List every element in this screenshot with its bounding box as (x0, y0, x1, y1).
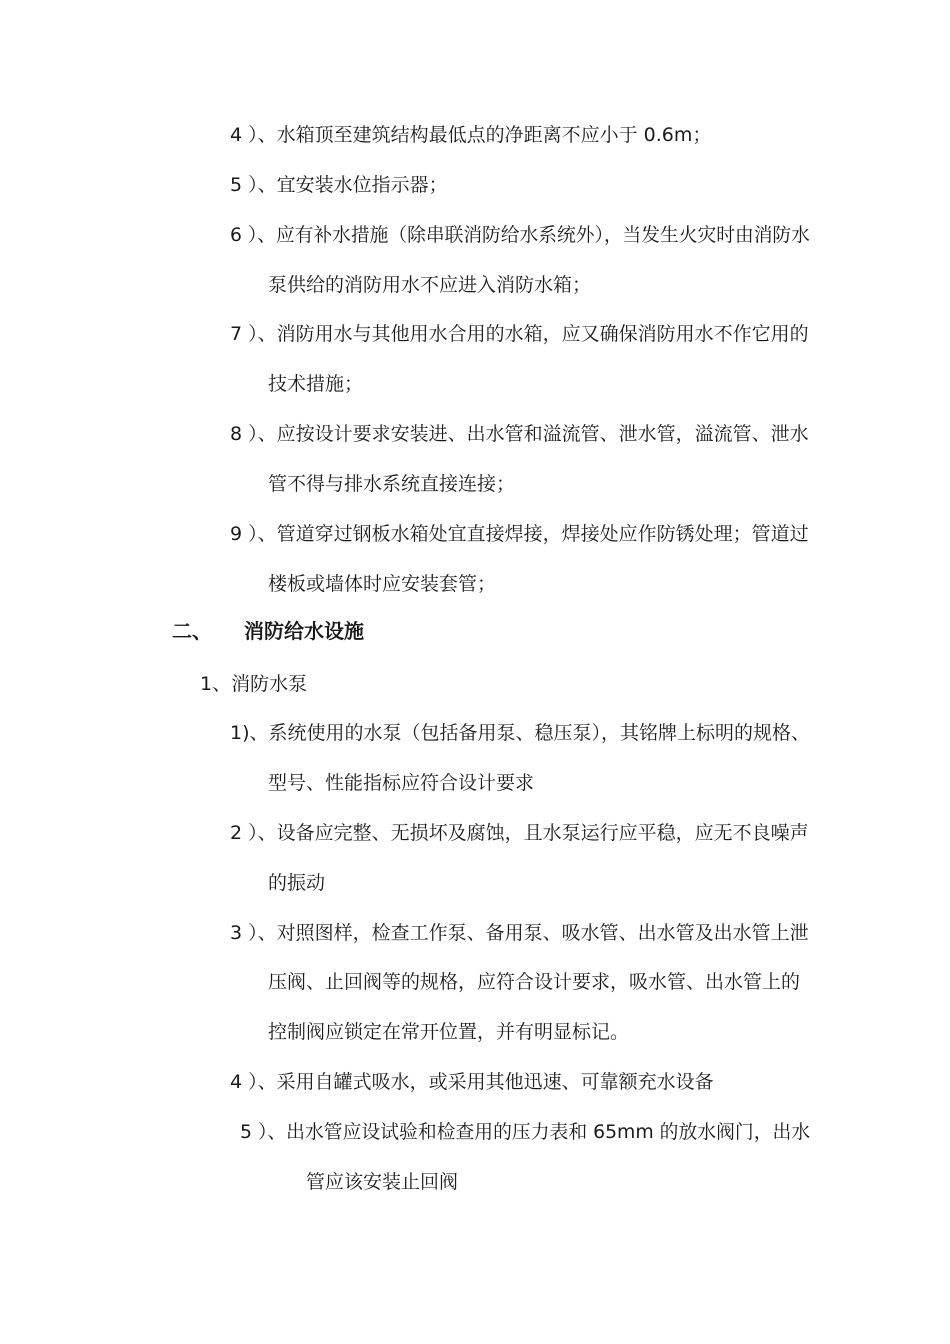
list-item: 5 ）、出水管应设试验和检查用的压力表和 65mm 的放水阀门，出水 (240, 1121, 811, 1143)
list-item-continuation: 型号、性能指标应符合设计要求 (268, 772, 535, 794)
list-item-continuation: 控制阀应锁定在常开位置，并有明显标记。 (268, 1021, 630, 1043)
list-item: 4 ）、采用自罐式吸水，或采用其他迅速、可靠额充水设备 (230, 1071, 714, 1093)
list-item-continuation: 管不得与排水系统直接连接； (268, 473, 516, 495)
section-title: 消防给水设施 (244, 619, 364, 643)
list-item: 9 ）、管道穿过钢板水箱处宜直接焊接，焊接处应作防锈处理；管道过 (230, 523, 809, 545)
list-item-continuation: 泵供给的消防用水不应进入消防水箱； (268, 274, 592, 296)
list-item: 8 ）、应按设计要求安装进、出水管和溢流管、泄水管，溢流管、泄水 (230, 423, 809, 445)
subsection-heading: 1、消防水泵 (200, 673, 308, 695)
list-item: 4 ）、水箱顶至建筑结构最低点的净距离不应小于 0.6m； (230, 124, 712, 146)
section-heading (172, 618, 364, 644)
list-item-continuation: 的振动 (268, 872, 326, 894)
list-item: 3 ）、对照图样，检查工作泵、备用泵、吸水管、出水管及出水管上泄 (230, 922, 809, 944)
list-item: 2 ）、设备应完整、无损坏及腐蚀，且水泵运行应平稳，应无不良噪声 (230, 822, 809, 844)
list-item-continuation: 技术措施； (268, 373, 364, 395)
list-item: 5 ）、宜安装水位指示器； (230, 174, 448, 196)
list-item-continuation: 楼板或墙体时应安装套管； (268, 573, 497, 595)
list-item: 6 ）、应有补水措施（除串联消防给水系统外），当发生火灾时由消防水 (230, 224, 810, 246)
section-number: 二、 (172, 619, 212, 643)
list-item: 1)、系统使用的水泵（包括备用泵、稳压泵），其铭牌上标明的规格、 (230, 722, 811, 744)
list-item-continuation: 管应该安装止回阀 (306, 1171, 459, 1193)
list-item-continuation: 压阀、止回阀等的规格，应符合设计要求，吸水管、出水管上的 (268, 971, 801, 993)
list-item: 7 ）、消防用水与其他用水合用的水箱，应又确保消防用水不作它用的 (230, 323, 809, 345)
